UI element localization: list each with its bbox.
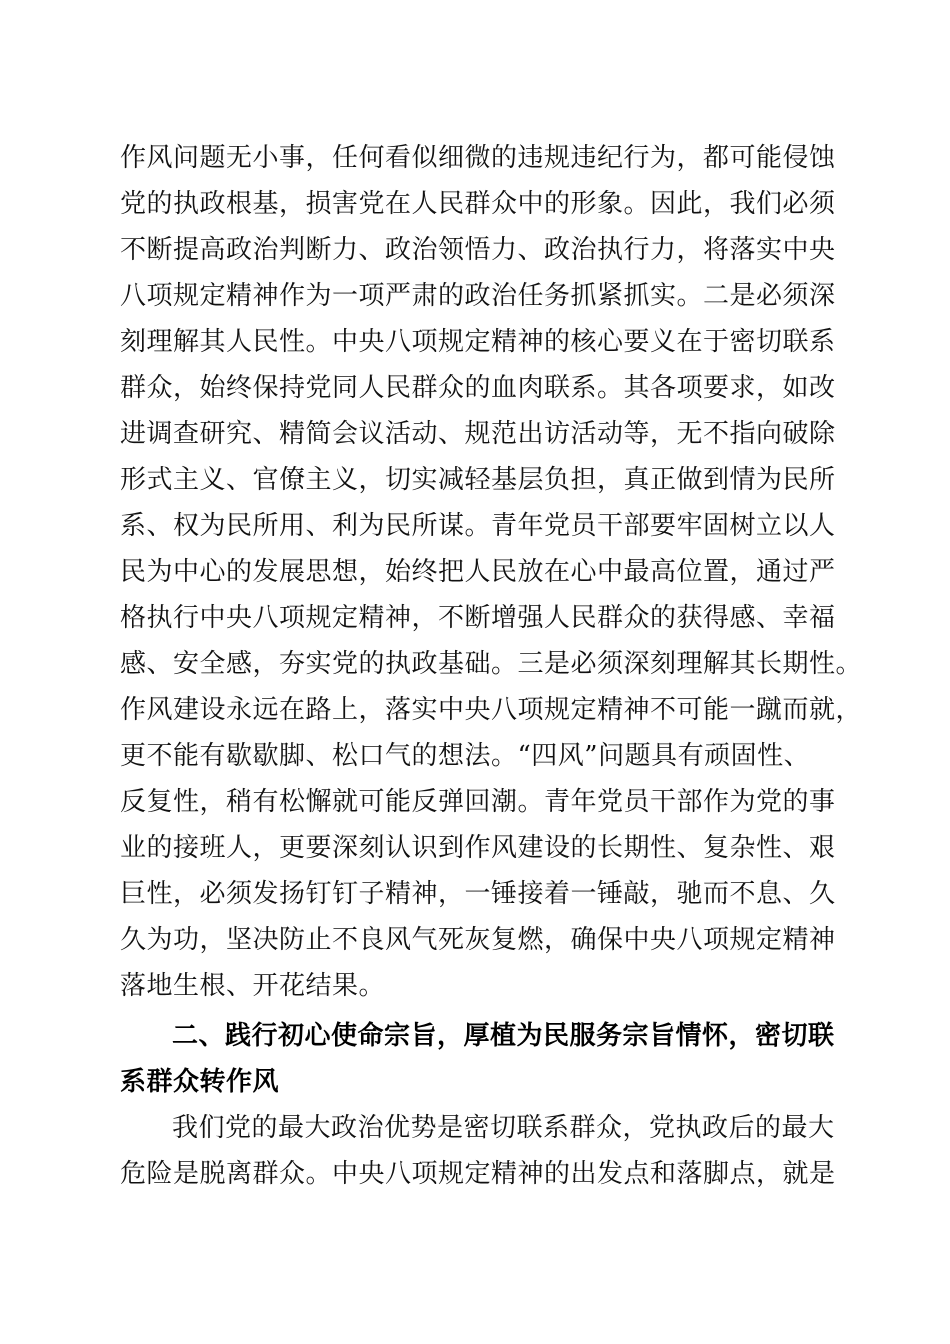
body-text-line: 作风建设永远在路上，落实中央八项规定精神不可能一蹴而就， bbox=[120, 695, 863, 725]
body-text-line: 格执行中央八项规定精神，不断增强人民群众的获得感、幸福 bbox=[120, 603, 836, 633]
body-text-line: 我们党的最大政治优势是密切联系群众，党执政后的最大 bbox=[172, 1113, 835, 1143]
body-text-line: 危险是脱离群众。中央八项规定精神的出发点和落脚点，就是 bbox=[120, 1159, 836, 1189]
body-text-line: 进调查研究、精简会议活动、规范出访活动等，无不指向破除 bbox=[120, 419, 836, 449]
body-text-line: 形式主义、官僚主义，切实减轻基层负担，真正做到情为民所 bbox=[120, 465, 836, 495]
body-text-line: 久为功，坚决防止不良风气死灰复燃，确保中央八项规定精神 bbox=[120, 925, 836, 955]
body-text-line: 业的接班人，更要深刻认识到作风建设的长期性、复杂性、艰 bbox=[120, 833, 836, 863]
body-text-line: 更不能有歇歇脚、松口气的想法。“四风”问题具有顽固性、 bbox=[120, 741, 811, 771]
body-text-line: 党的执政根基，损害党在人民群众中的形象。因此，我们必须 bbox=[120, 189, 836, 219]
section-heading: 系群众转作风 bbox=[120, 1067, 280, 1097]
body-text-line: 系、权为民所用、利为民所谋。青年党员干部要牢固树立以人 bbox=[120, 511, 836, 541]
body-text-line: 反复性，稍有松懈就可能反弹回潮。青年党员干部作为党的事 bbox=[120, 787, 836, 817]
body-text-line: 民为中心的发展思想，始终把人民放在心中最高位置，通过严 bbox=[120, 557, 836, 587]
body-text-line: 作风问题无小事，任何看似细微的违规违纪行为，都可能侵蚀 bbox=[120, 143, 836, 173]
body-text-line: 巨性，必须发扬钉钉子精神，一锤接着一锤敲，驰而不息、久 bbox=[120, 879, 836, 909]
body-text-line: 不断提高政治判断力、政治领悟力、政治执行力，将落实中央 bbox=[120, 235, 836, 265]
body-text-line: 八项规定精神作为一项严肃的政治任务抓紧抓实。二是必须深 bbox=[120, 281, 836, 311]
body-text-line: 落地生根、开花结果。 bbox=[120, 971, 386, 1001]
section-heading: 二、践行初心使命宗旨，厚植为民服务宗旨情怀，密切联 bbox=[172, 1021, 835, 1051]
body-text-line: 感、安全感，夯实党的执政基础。三是必须深刻理解其长期性。 bbox=[120, 649, 863, 679]
body-text-line: 群众，始终保持党同人民群众的血肉联系。其各项要求，如改 bbox=[120, 373, 836, 403]
body-text-line: 刻理解其人民性。中央八项规定精神的核心要义在于密切联系 bbox=[120, 327, 836, 357]
